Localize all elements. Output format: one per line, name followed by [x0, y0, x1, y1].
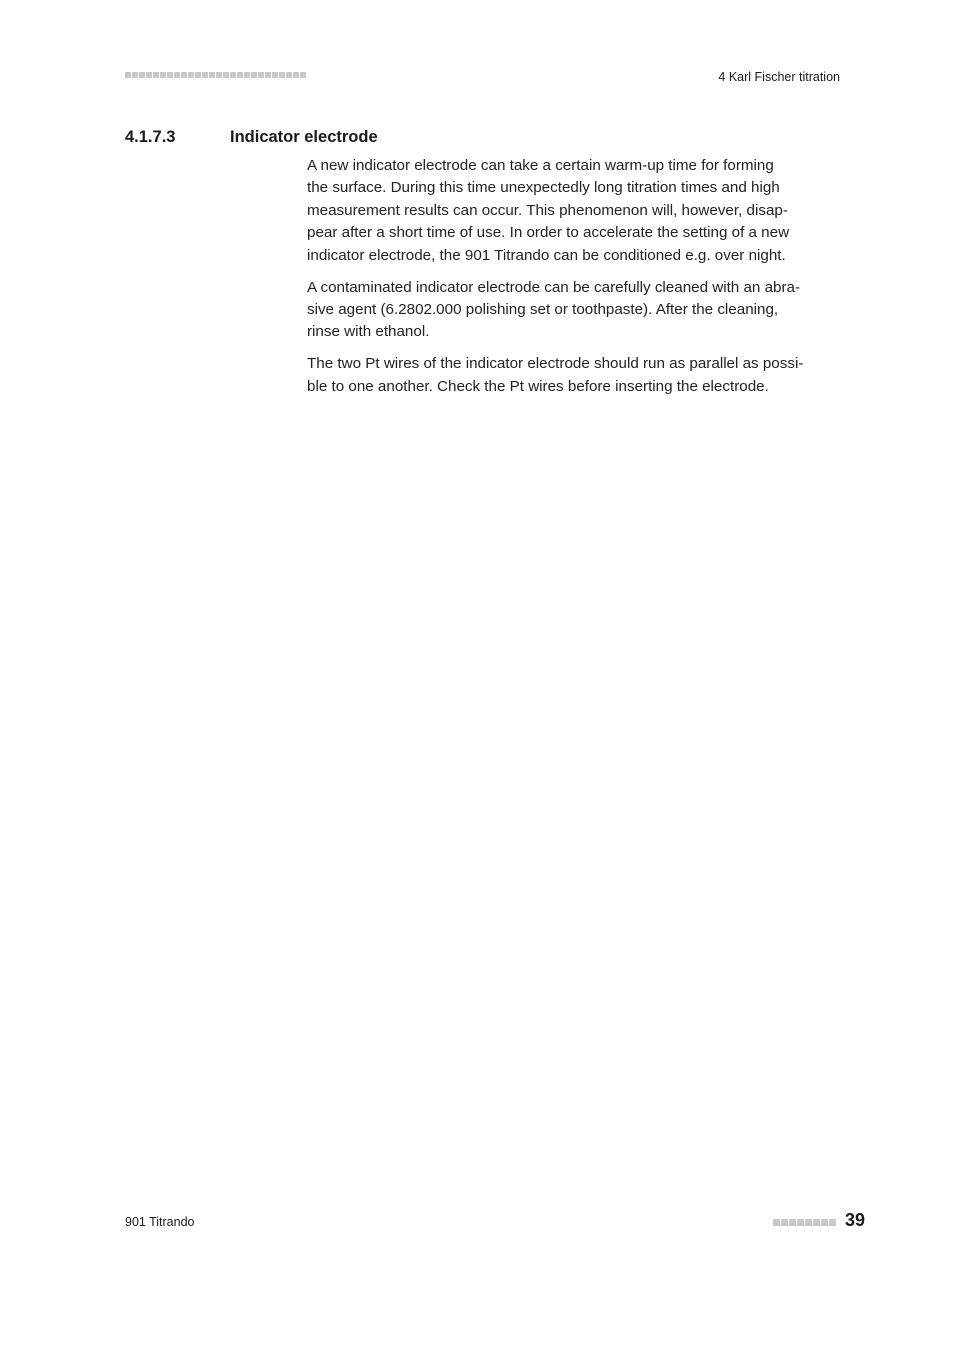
text-line: rinse with ethanol.	[307, 323, 430, 341]
mark-square	[805, 1219, 812, 1226]
mark-square	[195, 72, 201, 78]
mark-square	[272, 72, 278, 78]
header-decorative-marks	[125, 72, 306, 78]
text-line: A contaminated indicator electrode can be carefully cleaned with an abra-	[307, 278, 801, 296]
mark-square	[265, 72, 271, 78]
page-number: 39	[845, 1210, 866, 1230]
mark-square	[781, 1219, 788, 1226]
mark-square	[251, 72, 257, 78]
mark-square	[223, 72, 229, 78]
mark-square	[202, 72, 208, 78]
mark-square	[160, 72, 166, 78]
text-line: pear after a short time of use. In order to accelerate the setting of a new	[307, 224, 790, 242]
mark-square	[209, 72, 215, 78]
text-line: measurement results can occur. This phenomenon will, however, disap-	[307, 201, 788, 219]
section-number: 4.1.7.3	[125, 128, 176, 146]
text-line: indicator electrode, the 901 Titrando can be conditioned e.g. over night.	[307, 246, 786, 264]
text-line: The two Pt wires of the indicator electrode should run as parallel as possi-	[307, 355, 804, 373]
text-line: sive agent (6.2802.000 polishing set or toothpaste). After the cleaning,	[307, 300, 779, 318]
mark-square	[773, 1219, 780, 1226]
mark-square	[286, 72, 292, 78]
paragraph-pt-wires	[307, 353, 842, 398]
mark-square	[244, 72, 250, 78]
paragraph-cleaning	[307, 277, 842, 344]
footer-decorative-marks	[773, 1219, 836, 1226]
running-header-chapter: 4 Karl Fischer titration	[718, 70, 840, 84]
mark-square	[139, 72, 145, 78]
paragraph-warm-up	[307, 155, 842, 267]
mark-square	[821, 1219, 828, 1226]
mark-square	[829, 1219, 836, 1226]
mark-square	[153, 72, 159, 78]
mark-square	[237, 72, 243, 78]
mark-square	[167, 72, 173, 78]
mark-square	[132, 72, 138, 78]
text-line: ble to one another. Check the Pt wires before inserting the electrode.	[307, 377, 769, 395]
mark-square	[174, 72, 180, 78]
mark-square	[188, 72, 194, 78]
mark-square	[230, 72, 236, 78]
running-footer-product: 901 Titrando	[125, 1215, 195, 1229]
mark-square	[300, 72, 306, 78]
section-title: Indicator electrode	[230, 128, 378, 146]
mark-square	[216, 72, 222, 78]
mark-square	[279, 72, 285, 78]
text-line: the surface. During this time unexpectedly long titration times and high	[307, 179, 780, 197]
body-text	[307, 155, 842, 408]
mark-square	[258, 72, 264, 78]
mark-square	[797, 1219, 804, 1226]
mark-square	[813, 1219, 820, 1226]
text-line: A new indicator electrode can take a certain warm-up time for forming	[307, 157, 774, 174]
mark-square	[789, 1219, 796, 1226]
mark-square	[293, 72, 299, 78]
mark-square	[181, 72, 187, 78]
mark-square	[146, 72, 152, 78]
mark-square	[125, 72, 131, 78]
